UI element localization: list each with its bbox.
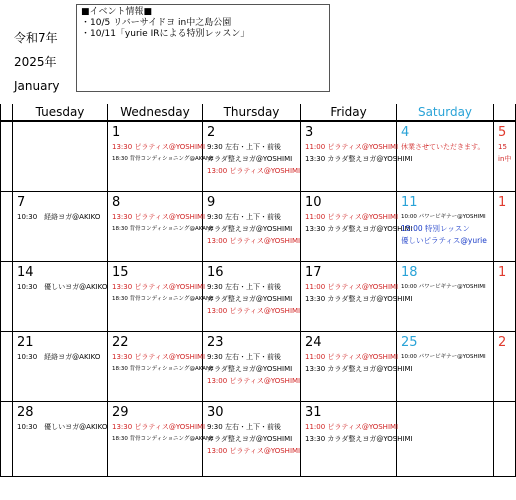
day-cell [397,402,494,477]
event-entry: 13:00 ピラティス@YOSHIMI [207,307,301,315]
day-number: 1 [498,195,507,210]
weekday-header [494,104,516,121]
event-entry: 9:30 左右・上下・前後 [207,213,281,221]
day-cell [108,121,214,192]
event-entry: カラダ整えヨガ@YOSHIMI [207,225,293,233]
day-cell [301,121,413,192]
day-number: 31 [305,405,322,420]
day-cell [13,192,108,262]
day-number: 15 [112,265,129,280]
day-cell [203,332,301,402]
weekday-header: Wednesday [108,104,203,121]
day-cell [494,332,516,402]
week-row [1,262,516,332]
event-entry: 10:30 優しいヨガ@AKIKO [17,283,108,291]
calendar-body [1,121,516,477]
day-number: 8 [112,195,121,210]
event-entry: 13:00 ピラティス@YOSHIMI [207,167,301,175]
day-cell [108,402,214,477]
day-number: 1 [498,265,507,280]
event-entry: カラダ整えヨガ@YOSHIMI [207,295,293,303]
event-entry: 11:00 ピラティス@YOSHIMI [305,353,399,361]
week-row [1,192,516,262]
event-entry: 9:30 左右・上下・前後 [207,283,281,291]
day-number: 29 [112,405,129,420]
day-cell [108,262,214,332]
event-info-line: ・10/5 リバーサイドヨ in中之島公園 [81,18,232,28]
event-entry: 11:00 ピラティス@YOSHIMI [305,213,399,221]
day-cell [203,402,301,477]
weekday-header [1,104,13,121]
day-cell [13,262,108,332]
day-number: 18 [401,265,418,280]
event-entry: 11:00 ピラティス@YOSHIMI [305,423,399,431]
day-cell [1,192,13,262]
day-cell [203,262,301,332]
day-number: 17 [305,265,322,280]
day-cell [301,402,413,477]
event-entry: カラダ整えヨガ@YOSHIMI [207,435,293,443]
day-number: 1 [112,125,121,140]
day-cell [13,121,108,192]
event-entry: 13:00 ピラティス@YOSHIMI [207,237,301,245]
week-row [1,121,516,192]
event-entry: 11:00 ピラティス@YOSHIMI [305,283,399,291]
day-cell [1,402,13,477]
weekday-header: Friday [301,104,397,121]
day-cell [301,192,413,262]
event-entry: 18:30 背骨コンディショニング@AKANE [112,436,214,442]
calendar-grid [0,104,516,477]
day-cell [397,121,494,192]
day-cell [13,402,108,477]
day-cell [397,332,494,402]
event-entry: 13:30 ピラティス@YOSHIMI [112,353,206,361]
event-entry: 13:30 カラダ整えヨガ@YOSHIMI [305,295,413,303]
event-entry: 9:30 左右・上下・前後 [207,353,281,361]
event-entry: 13:30 カラダ整えヨガ@YOSHIMI [305,365,413,373]
day-number: 2 [498,335,507,350]
event-entry: 13:30 ピラティス@YOSHIMI [112,213,206,221]
event-entry: 9:30 左右・上下・前後 [207,423,281,431]
month: January [14,79,60,93]
day-number: 4 [401,125,410,140]
event-entry: 10:30 経絡ヨガ@AKIKO [17,213,101,221]
event-entry: 9:30 左右・上下・前後 [207,143,281,151]
event-info-box [76,4,330,92]
day-cell [1,262,13,332]
event-entry: 10:00 パワービギナー@YOSHIMI [401,214,486,220]
event-entry: 18:30 背骨コンディショニング@AKANE [112,156,214,162]
day-cell [494,121,516,192]
week-row [1,402,516,477]
day-cell [397,192,494,262]
event-entry: 優しいピラティス@yurie [401,236,487,245]
event-entry: 15 [498,143,507,151]
event-entry: 10:30 優しいヨガ@AKIKO [17,423,108,431]
event-entry: 13:30 カラダ整えヨガ@YOSHIMI [305,225,413,233]
day-cell [108,332,214,402]
day-number: 30 [207,405,224,420]
day-cell [494,192,516,262]
event-entry: 13:00 ピラティス@YOSHIMI [207,377,301,385]
event-entry: カラダ整えヨガ@YOSHIMI [207,155,293,163]
day-number: 2 [207,125,216,140]
event-info-title: ■イベント情報■ [81,7,153,17]
day-number: 11 [401,195,418,210]
weekday-header: Thursday [203,104,301,121]
event-entry: 18:30 背骨コンディショニング@AKANE [112,226,214,232]
day-number: 5 [498,125,507,140]
day-number: 25 [401,335,418,350]
day-cell [1,121,13,192]
day-cell [397,262,494,332]
weekday-header: Tuesday [13,104,108,121]
day-number: 28 [17,405,34,420]
day-cell [1,332,13,402]
day-cell [203,192,301,262]
day-cell [203,121,301,192]
event-entry: 13:30 ピラティス@YOSHIMI [112,143,206,151]
day-number: 14 [17,265,34,280]
day-number: 7 [17,195,26,210]
day-cell [13,332,108,402]
event-entry: 11:00 ピラティス@YOSHIMI [305,143,399,151]
event-entry: 10:00 パワービギナー@YOSHIMI [401,354,486,360]
day-number: 24 [305,335,322,350]
day-cell [494,402,516,477]
event-entry: 13:30 ピラティス@YOSHIMI [112,283,206,291]
day-number: 23 [207,335,224,350]
event-info-line: ・10/11「yurie IRによる特別レッスン」 [81,29,250,39]
event-entry: 18:30 背骨コンディショニング@AKANE [112,296,214,302]
event-entry: 休業させていただきます。 [401,143,485,151]
day-cell [494,262,516,332]
event-entry: 13:30 ピラティス@YOSHIMI [112,423,206,431]
event-entry: 13:30 カラダ整えヨガ@YOSHIMI [305,435,413,443]
day-cell [108,192,214,262]
event-entry: 13:30 カラダ整えヨガ@YOSHIMI [305,155,413,163]
day-number: 16 [207,265,224,280]
era-year: 令和7年 [14,31,58,45]
event-entry: 18:30 背骨コンディショニング@AKANE [112,366,214,372]
event-entry: 13:00 ピラティス@YOSHIMI [207,447,301,455]
event-entry: カラダ整えヨガ@YOSHIMI [207,365,293,373]
weekday-header-row [1,104,516,121]
event-entry: 10:30 経絡ヨガ@AKIKO [17,353,101,361]
event-entry: in中 [498,155,512,163]
day-number: 22 [112,335,129,350]
day-number: 21 [17,335,34,350]
calendar-header [14,26,60,98]
year: 2025年 [14,55,57,69]
day-number: 10 [305,195,322,210]
weekday-header: Saturday [397,104,494,121]
day-number: 3 [305,125,314,140]
event-entry: 15:00 特別レッスン [401,224,470,233]
day-number: 9 [207,195,216,210]
week-row [1,332,516,402]
event-entry: 10:00 パワービギナー@YOSHIMI [401,284,486,290]
